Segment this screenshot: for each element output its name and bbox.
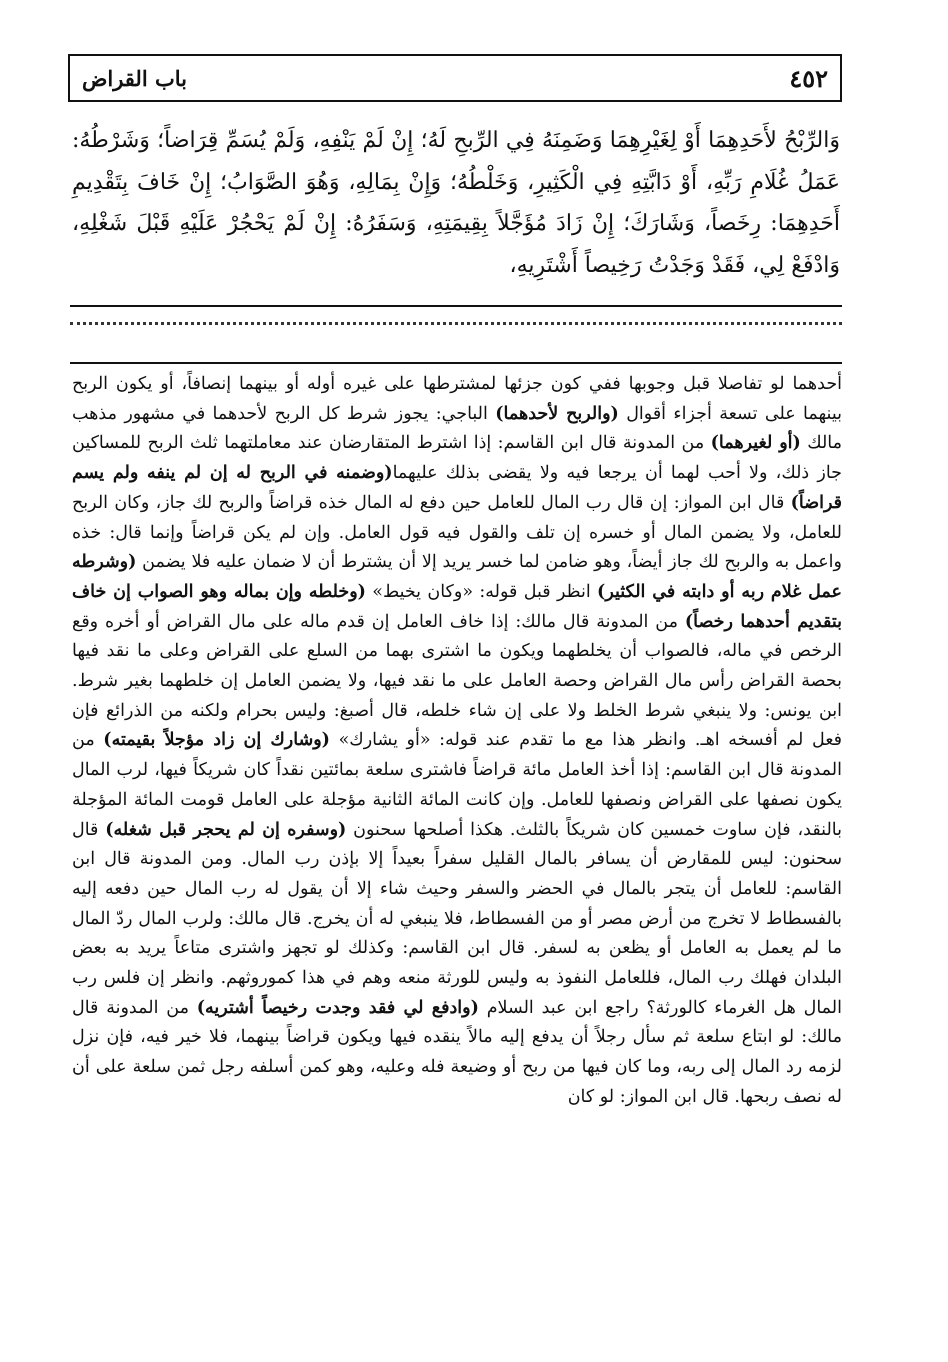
quoted-matn: (والربح لأحدهما)	[495, 403, 619, 424]
commentary-segment: من المدونة قال مالك: لو ابتاع سلعة ثم سأل رجلاً أن يدفع إليه مالاً ينقده فيها ويكون قراضاً بينهما، فلا خير فيه، فإن نزل لزمه رد المال إلى ربه، وما كان فيها من ربح أو وضيعة فله وعليه، وهو كمن أسلفه رجل ثمن سلعة على أن له نصف ربحها. قال ابن المواز: لو كان	[72, 997, 842, 1107]
commentary-paragraph	[72, 370, 842, 1113]
dotted-divider	[70, 322, 842, 325]
page-number: ٤٥٢	[789, 63, 828, 93]
quoted-matn: (أو لغيرهما)	[710, 433, 801, 454]
quoted-matn: (وشارك إن زاد مؤجلاً بقيمته)	[103, 730, 330, 751]
quoted-matn: (وشرطه عمل غلام ربه أو دابته في الكثير)	[72, 552, 842, 602]
page-header	[68, 54, 842, 102]
quoted-matn: (وسفره إن لم يحجر قبل شغله)	[105, 819, 347, 840]
main-text-paragraph: وَالرِّبْحُ لأَحَدِهِمَا أَوْ لِغَيْرِهِمَا وَضَمِنَهُ فِي الرِّبحِ لَهُ؛ إِنْ لَمْ يَنْفِهِ، وَلَمْ يُسَمِّ قِرَاضاً؛ وَشَرْطُهُ: عَمَلُ غُلَامِ رَبِّهِ، أَوْ دَابَّتِهِ فِي الْكَثِيرِ، وَخَلْطُهُ؛ وَإِنْ بِمَالِهِ، وَهُوَ الصَّوَابُ؛ إِنْ خَافَ بِتَقْدِيمِ أَحَدِهِمَا: رِخَصاً، وَشَارَكَ؛ إِنْ زَادَ مُؤَجَّلاً بِقِيمَتِهِ، وَسَفَرُهُ: إِنْ لَمْ يَحْجُرْ عَلَيْهِ قَبْلَ شَغْلِهِ، وَادْفَعْ لِي، فَقَدْ وَجَدْتُ رَخِيصاً أَشْتَرِيهِ،	[72, 128, 840, 278]
chapter-title: باب القراض	[82, 65, 187, 91]
commentary-divider	[70, 362, 842, 364]
commentary-segment: من المدونة قال ابن القاسم: إذا اشترط المتقارضان عند معاملتهما ثلث الربح للمساكين جاز ذلك، ولا أحب لهما أن يرجعا فيه ولا يقضى بذلك عليهما	[72, 433, 843, 484]
commentary-segment: أحدهما لو تفاصلا قبل وجوبها ففي كون جزئها لمشترطها على غيره أوله أو بينهما إنصافاً، أو يكون الربح بينهما على تسعة أجزاء أقوال	[72, 374, 842, 424]
commentary-segment: قال سحنون: ليس للمقارض أن يسافر بالمال القليل سفراً بعيداً إلا بإذن رب المال. ومن المدونة قال ابن القاسم: للعامل أن يتجر بالمال في الحضر والسفر وحيث شاء إلا أن يقول له رب المال حين دفعه إليه بالفسطاط لا تخرج من أرض مصر أو من الفسطاط، فلا ينبغي له أن يخرج. قال مالك: ولرب المال ردّ المال ما لم يعمل به العامل أو يظعن به لسفر. قال ابن القاسم: وكذلك لو تجهز واشترى متاعاً يريد به بعض البلدان فهلك رب المال، فللعامل النفوذ به وليس للورثة منعه وهم في هذا كموروثهم. وانظر إن فلس رب المال هل الغرماء كالورثة؟ راجع ابن عبد السلام	[72, 819, 842, 1018]
commentary-segment: انظر قبل قوله: «وكان يخيط»	[365, 581, 598, 602]
commentary-text	[72, 370, 842, 1113]
commentary-segment: قال ابن المواز: إن قال رب المال للعامل حين دفع له المال خذه قراضاً والربح لك جاز، وكان الربح للعامل، ولا يضمن المال أو خسره إن تلف والقول فيه قول العامل. وإن لم يكن قراضاً وإنما قال: خذه واعمل به والربح لك جاز أيضاً، وهو ضامن لما خسر يريد إلا أن يشترط أن لا ضمان عليه فلا يضمن	[72, 492, 842, 573]
commentary-segment: من المدونة قال ابن القاسم: إذا أخذ العامل مائة قراضاً فاشترى سلعة بمائتين نقداً كان شريكاً فيها، لرب المال يكون نصفها على القراض ونصفها للعامل. وإن كانت المائة الثانية مؤجلة على العامل قومت المائة المؤجلة بالنقد، فإن ساوت خمسين كان شريكاً بالثلث. هكذا أصلحها سحنون	[72, 730, 842, 840]
quoted-matn: (وضمنه في الربح له إن لم ينفه ولم يسم قراضاً)	[72, 463, 842, 513]
main-text-divider	[70, 305, 842, 307]
main-text	[72, 120, 840, 286]
commentary-segment: من المدونة قال مالك: إذا خاف العامل إن قدم ماله على مال القراض أو أخره وقع الرخص في ماله، فالصواب أن يخلطهما ويكون ما اشترى بهما من السلع على القراض وعلى ما نقد فيها بحصة القراض رأس مال القراض وحصة العامل على ما نقد فيها، ولا يضمن العامل إن خلطهما بغير شرط. ابن يونس: ولا ينبغي شرط الخلط ولا على إن شاء خلطه، قال أصبغ: وليس بحرام ولكنه من الذرائع فإن فعل لم أفسخه اهـ. وانظر هذا مع ما تقدم عند قوله: «أو يشارك»	[72, 611, 842, 751]
quoted-matn: (وادفع لي فقد وجدت رخيصاً أشتريه)	[196, 997, 479, 1018]
commentary-segment: الباجي: يجوز شرط كل الربح لأحدهما في مشهور مذهب مالك	[72, 403, 843, 454]
quoted-matn: (وخلطه وإن بماله وهو الصواب إن خاف بتقديم أحدهما رخصاً)	[72, 581, 842, 632]
